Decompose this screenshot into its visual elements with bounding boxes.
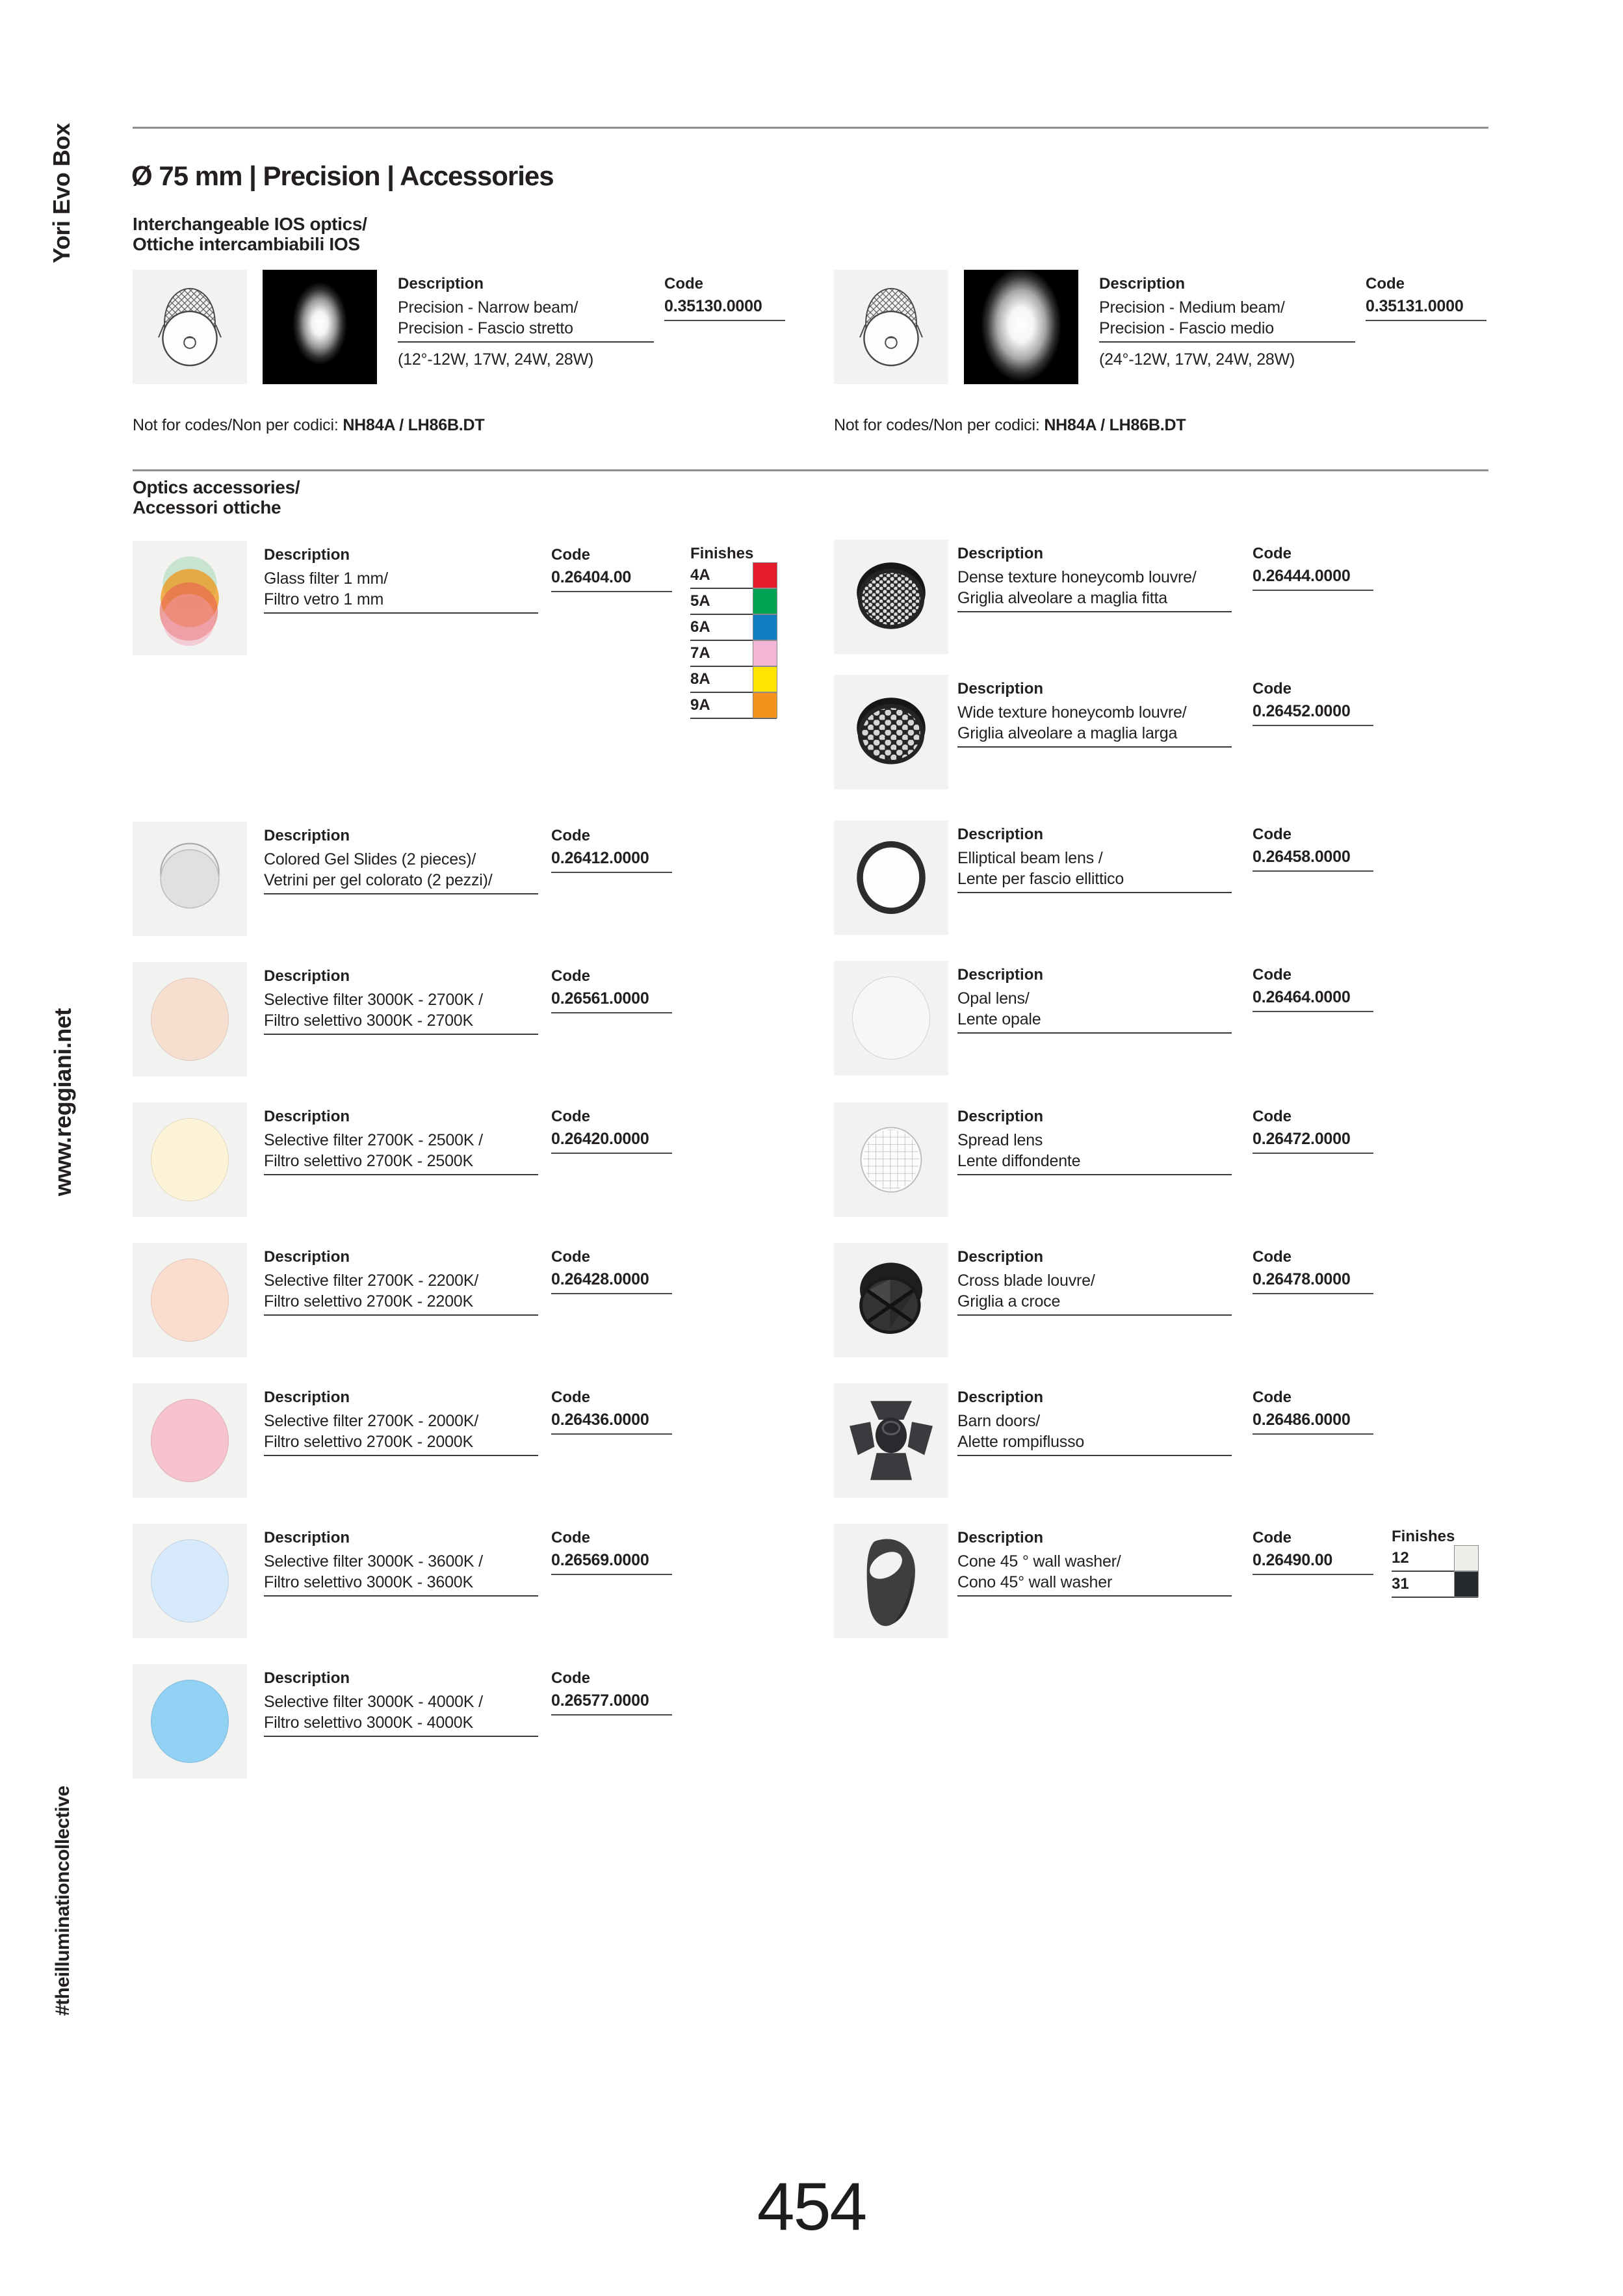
sidebar-website: www.reggiani.net (49, 1008, 76, 1196)
description-lines (264, 849, 538, 894)
finishes-label: Finishes (1392, 1528, 1455, 1545)
code-value: 0.26420.0000 (551, 1130, 672, 1154)
description-label: Description (264, 1529, 350, 1546)
description-line2: Cono 45° wall washer (957, 1573, 1113, 1591)
selective-filter-image (133, 1243, 247, 1357)
code-value: 0.26577.0000 (551, 1691, 672, 1715)
row-opal-lens (834, 961, 1497, 1101)
code-value: 0.26478.0000 (1253, 1270, 1373, 1294)
description-label: Description (1099, 275, 1186, 293)
finish-swatch (1455, 1546, 1478, 1571)
code-block (1253, 680, 1373, 726)
code-label: Code (1253, 966, 1292, 984)
description-lines (264, 989, 538, 1035)
finish-code: 9A (690, 696, 710, 714)
code-block (1253, 545, 1373, 591)
selective-filter-image (133, 1524, 247, 1638)
description-lines (957, 848, 1232, 893)
code-label: Code (1366, 275, 1405, 293)
finish-code: 6A (690, 618, 710, 636)
opal-lens-icon (852, 976, 930, 1060)
description-label: Description (957, 1108, 1044, 1125)
finish-row (690, 563, 777, 589)
ios-optic-drawing-icon (138, 275, 242, 379)
honeycomb-dense-icon (839, 545, 943, 649)
cone-washer-icon (839, 1529, 943, 1633)
description-lines (264, 1130, 538, 1175)
glass-filter-icon (138, 546, 242, 650)
code-label: Code (551, 967, 590, 985)
finish-swatch (753, 693, 777, 718)
row-selective-filter-3000-2700 (133, 962, 796, 1102)
row-selective-filter-2700-2000 (133, 1383, 796, 1524)
finish-row (690, 641, 777, 667)
description-line1: Elliptical beam lens / (957, 849, 1103, 867)
code-label: Code (551, 546, 590, 564)
description-block (264, 546, 538, 614)
code-block (551, 827, 672, 873)
code-value: 0.26464.0000 (1253, 988, 1373, 1012)
description-line2: Precision - Fascio stretto (398, 319, 573, 337)
code-block (551, 546, 672, 592)
selective-filter-image (133, 1383, 247, 1498)
ios-heading-it: Ottiche intercambiabili IOS (133, 234, 360, 254)
code-value: 0.26428.0000 (551, 1270, 672, 1294)
description-block (264, 1389, 538, 1456)
selective-filter-image (133, 962, 247, 1076)
filter-circle-icon (151, 1399, 229, 1482)
code-value: 0.26452.0000 (1253, 702, 1373, 726)
description-line1: Barn doors/ (957, 1412, 1041, 1430)
description-block (264, 1248, 538, 1316)
row-spread-lens (834, 1102, 1497, 1243)
finish-swatch (753, 563, 777, 588)
code-block (551, 1389, 672, 1435)
filter-circle-icon (151, 1118, 229, 1201)
description-line1: Colored Gel Slides (2 pieces)/ (264, 850, 476, 868)
finish-swatch (753, 589, 777, 614)
barn-doors-icon (839, 1389, 943, 1493)
description-line1: Selective filter 2700K - 2500K / (264, 1131, 483, 1149)
description-label: Description (264, 1248, 350, 1266)
description-line2: Griglia a croce (957, 1292, 1061, 1311)
honeycomb-wide-icon (839, 680, 943, 784)
code-block (551, 967, 672, 1013)
ios-optic-drawing-icon (839, 275, 943, 379)
row-ios-medium-beam (834, 270, 1523, 419)
finish-swatch (753, 641, 777, 666)
description-lines (264, 1551, 538, 1597)
description-lines (957, 1270, 1232, 1316)
code-label: Code (664, 275, 703, 293)
filter-circle-icon (151, 1680, 229, 1763)
code-block (551, 1108, 672, 1154)
code-block (1253, 1529, 1373, 1575)
description-line2: Filtro selettivo 2700K - 2500K (264, 1152, 473, 1170)
glass-filter-image (133, 541, 247, 655)
selective-filter-image (133, 1102, 247, 1217)
narrow-beam-photo (263, 270, 377, 384)
code-label: Code (1253, 1108, 1292, 1125)
description-block (264, 1529, 538, 1597)
description-label: Description (957, 1248, 1044, 1266)
row-elliptical-lens (834, 820, 1497, 961)
description-line2: Griglia alveolare a maglia fitta (957, 589, 1167, 607)
description-line1: Cone 45 ° wall washer/ (957, 1552, 1121, 1571)
not-for-codes-values: NH84A / LH86B.DT (343, 416, 485, 434)
code-label: Code (1253, 1389, 1292, 1406)
code-block (1253, 966, 1373, 1012)
code-block (551, 1529, 672, 1575)
cone-washer-image (834, 1524, 948, 1638)
description-label: Description (264, 827, 350, 844)
elliptical-lens-image (834, 820, 948, 935)
finish-row (690, 667, 777, 693)
gel-slides-icon (138, 827, 242, 931)
description-block (957, 826, 1232, 893)
description-lines (957, 567, 1232, 612)
finish-code: 4A (690, 566, 710, 584)
description-block (957, 680, 1232, 748)
description-lines (264, 1411, 538, 1456)
not-for-codes-note (834, 416, 1186, 435)
description-line2: Griglia alveolare a maglia larga (957, 724, 1178, 742)
code-value: 0.26472.0000 (1253, 1130, 1373, 1154)
row-wide-honeycomb (834, 675, 1497, 815)
code-label: Code (551, 1248, 590, 1266)
description-lines (264, 1691, 538, 1737)
description-label: Description (264, 1669, 350, 1687)
description-line1: Selective filter 2700K - 2000K/ (264, 1412, 479, 1430)
description-block (264, 967, 538, 1035)
description-label: Description (264, 546, 350, 564)
ios-optic-image (834, 270, 948, 384)
opal-lens-image (834, 961, 948, 1075)
description-block (398, 275, 654, 370)
description-block (264, 1669, 538, 1737)
code-label: Code (1253, 1529, 1292, 1546)
description-line2: Precision - Fascio medio (1099, 319, 1274, 337)
ios-optic-image (133, 270, 247, 384)
description-line1: Precision - Medium beam/ (1099, 298, 1285, 317)
code-block (664, 275, 785, 321)
description-lines (264, 1270, 538, 1316)
description-label: Description (264, 967, 350, 985)
description-line2: Filtro selettivo 2700K - 2200K (264, 1292, 473, 1311)
filter-circle-icon (151, 1539, 229, 1623)
ios-heading-en: Interchangeable IOS optics/ (133, 214, 367, 234)
code-label: Code (1253, 680, 1292, 698)
finish-row (690, 589, 777, 615)
description-line2: Filtro vetro 1 mm (264, 590, 384, 608)
description-label: Description (957, 1389, 1044, 1406)
code-value: 0.26444.0000 (1253, 567, 1373, 591)
row-cross-blade-louvre (834, 1243, 1497, 1383)
cross-blade-image (834, 1243, 948, 1357)
code-label: Code (551, 1669, 590, 1687)
description-line2: Alette rompiflusso (957, 1433, 1085, 1451)
code-block (1253, 1389, 1373, 1435)
row-selective-filter-3000-4000 (133, 1664, 796, 1805)
row-ios-narrow-beam (133, 270, 822, 419)
finish-code: 12 (1392, 1549, 1409, 1567)
gel-slides-image (133, 822, 247, 936)
honeycomb-wide-image (834, 675, 948, 789)
code-block (1253, 1248, 1373, 1294)
spread-lens-icon (839, 1108, 943, 1212)
description-line2: Lente per fascio ellittico (957, 870, 1124, 888)
description-block (1099, 275, 1355, 370)
finish-code: 5A (690, 592, 710, 610)
description-line2: Filtro selettivo 2700K - 2000K (264, 1433, 473, 1451)
description-block (957, 1108, 1232, 1175)
description-block (957, 1529, 1232, 1597)
code-block (1366, 275, 1487, 321)
description-block (957, 545, 1232, 612)
description-block (264, 827, 538, 894)
barn-doors-image (834, 1383, 948, 1498)
page-number: 454 (757, 2169, 866, 2245)
ios-section-heading (133, 214, 367, 254)
not-for-codes-prefix: Not for codes/Non per codici: (834, 416, 1045, 434)
description-block (264, 1108, 538, 1175)
row-selective-filter-2700-2500 (133, 1102, 796, 1243)
finishes-block (1392, 1528, 1478, 1598)
row-cone-wall-washer (834, 1524, 1497, 1664)
row-barn-doors (834, 1383, 1497, 1524)
description-line1: Selective filter 3000K - 4000K / (264, 1693, 483, 1711)
finish-row (1392, 1546, 1478, 1572)
code-label: Code (551, 827, 590, 844)
code-value: 0.35131.0000 (1366, 297, 1487, 321)
sidebar-hashtag: #theilluminationcollective (52, 1786, 73, 2016)
cross-blade-icon (839, 1248, 943, 1352)
description-lines (957, 1551, 1232, 1597)
description-line1: Selective filter 2700K - 2200K/ (264, 1272, 479, 1290)
honeycomb-dense-image (834, 540, 948, 654)
code-block (551, 1248, 672, 1294)
description-line1: Spread lens (957, 1131, 1043, 1149)
description-lines (957, 702, 1232, 748)
description-lines (957, 1130, 1232, 1175)
accessories-heading-it: Accessori ottiche (133, 497, 281, 517)
code-label: Code (1253, 545, 1292, 562)
finish-code: 7A (690, 644, 710, 662)
code-label: Code (551, 1389, 590, 1406)
finish-row (690, 615, 777, 641)
finish-code: 31 (1392, 1575, 1409, 1593)
not-for-codes-note (133, 416, 484, 435)
description-label: Description (957, 1529, 1044, 1546)
code-value: 0.26569.0000 (551, 1551, 672, 1575)
description-block (957, 966, 1232, 1034)
description-line1: Wide texture honeycomb louvre/ (957, 703, 1187, 722)
finishes-block (690, 545, 777, 719)
sidebar-product-name: Yori Evo Box (48, 123, 75, 263)
not-for-codes-values: NH84A / LH86B.DT (1044, 416, 1186, 434)
spread-lens-image (834, 1102, 948, 1217)
description-lines (1099, 297, 1355, 343)
description-label: Description (398, 275, 484, 293)
description-line1: Selective filter 3000K - 3600K / (264, 1552, 483, 1571)
row-glass-filter (133, 541, 796, 714)
code-value: 0.26561.0000 (551, 989, 672, 1013)
row-colored-gel-slides (133, 822, 796, 962)
code-value: 0.26486.0000 (1253, 1411, 1373, 1435)
description-label: Description (957, 966, 1044, 984)
code-label: Code (1253, 826, 1292, 843)
description-lines (264, 568, 538, 614)
finish-row (690, 693, 777, 719)
code-value: 0.26404.00 (551, 568, 672, 592)
selective-filter-image (133, 1664, 247, 1779)
description-line1: Dense texture honeycomb louvre/ (957, 568, 1197, 586)
page-title: Ø 75 mm | Precision | Accessories (131, 161, 554, 191)
elliptical-lens-icon (839, 826, 943, 930)
description-line1: Cross blade louvre/ (957, 1272, 1095, 1290)
finish-row (1392, 1572, 1478, 1598)
accessories-rule (133, 469, 1488, 471)
accessories-section-heading (133, 477, 300, 517)
finish-swatch (753, 667, 777, 692)
description-label: Description (264, 1108, 350, 1125)
code-block (1253, 1108, 1373, 1154)
wattage-note: (24°-12W, 17W, 24W, 28W) (1099, 350, 1295, 369)
code-value: 0.26490.00 (1253, 1551, 1373, 1575)
filter-circle-icon (151, 978, 229, 1061)
description-block (957, 1389, 1232, 1456)
description-line2: Filtro selettivo 3000K - 3600K (264, 1573, 473, 1591)
wattage-note: (12°-12W, 17W, 24W, 28W) (398, 350, 594, 369)
description-line2: Lente diffondente (957, 1152, 1081, 1170)
row-selective-filter-2700-2200 (133, 1243, 796, 1383)
top-rule (133, 127, 1488, 129)
code-value: 0.26436.0000 (551, 1411, 672, 1435)
row-dense-honeycomb (834, 540, 1497, 680)
finishes-label: Finishes (690, 545, 754, 562)
row-selective-filter-3000-3600 (133, 1524, 796, 1664)
code-label: Code (1253, 1248, 1292, 1266)
description-lines (398, 297, 654, 343)
description-block (957, 1248, 1232, 1316)
description-line1: Glass filter 1 mm/ (264, 569, 388, 588)
description-lines (957, 988, 1232, 1034)
description-label: Description (264, 1389, 350, 1406)
filter-circle-icon (151, 1259, 229, 1342)
code-label: Code (551, 1529, 590, 1546)
medium-beam-photo (964, 270, 1078, 384)
description-label: Description (957, 826, 1044, 843)
description-label: Description (957, 680, 1044, 698)
code-block (1253, 826, 1373, 872)
description-line2: Lente opale (957, 1010, 1041, 1028)
code-value: 0.26412.0000 (551, 849, 672, 873)
description-line2: Vetrini per gel colorato (2 pezzi)/ (264, 871, 493, 889)
description-line1: Precision - Narrow beam/ (398, 298, 578, 317)
description-line2: Filtro selettivo 3000K - 2700K (264, 1011, 473, 1030)
description-lines (957, 1411, 1232, 1456)
code-block (551, 1669, 672, 1715)
description-line1: Opal lens/ (957, 989, 1030, 1008)
code-value: 0.26458.0000 (1253, 848, 1373, 872)
accessories-heading-en: Optics accessories/ (133, 477, 300, 497)
not-for-codes-prefix: Not for codes/Non per codici: (133, 416, 343, 434)
finish-code: 8A (690, 670, 710, 688)
description-label: Description (957, 545, 1044, 562)
finish-swatch (753, 615, 777, 640)
description-line2: Filtro selettivo 3000K - 4000K (264, 1714, 473, 1732)
code-label: Code (551, 1108, 590, 1125)
code-value: 0.35130.0000 (664, 297, 785, 321)
finish-swatch (1455, 1572, 1478, 1597)
description-line1: Selective filter 3000K - 2700K / (264, 991, 483, 1009)
